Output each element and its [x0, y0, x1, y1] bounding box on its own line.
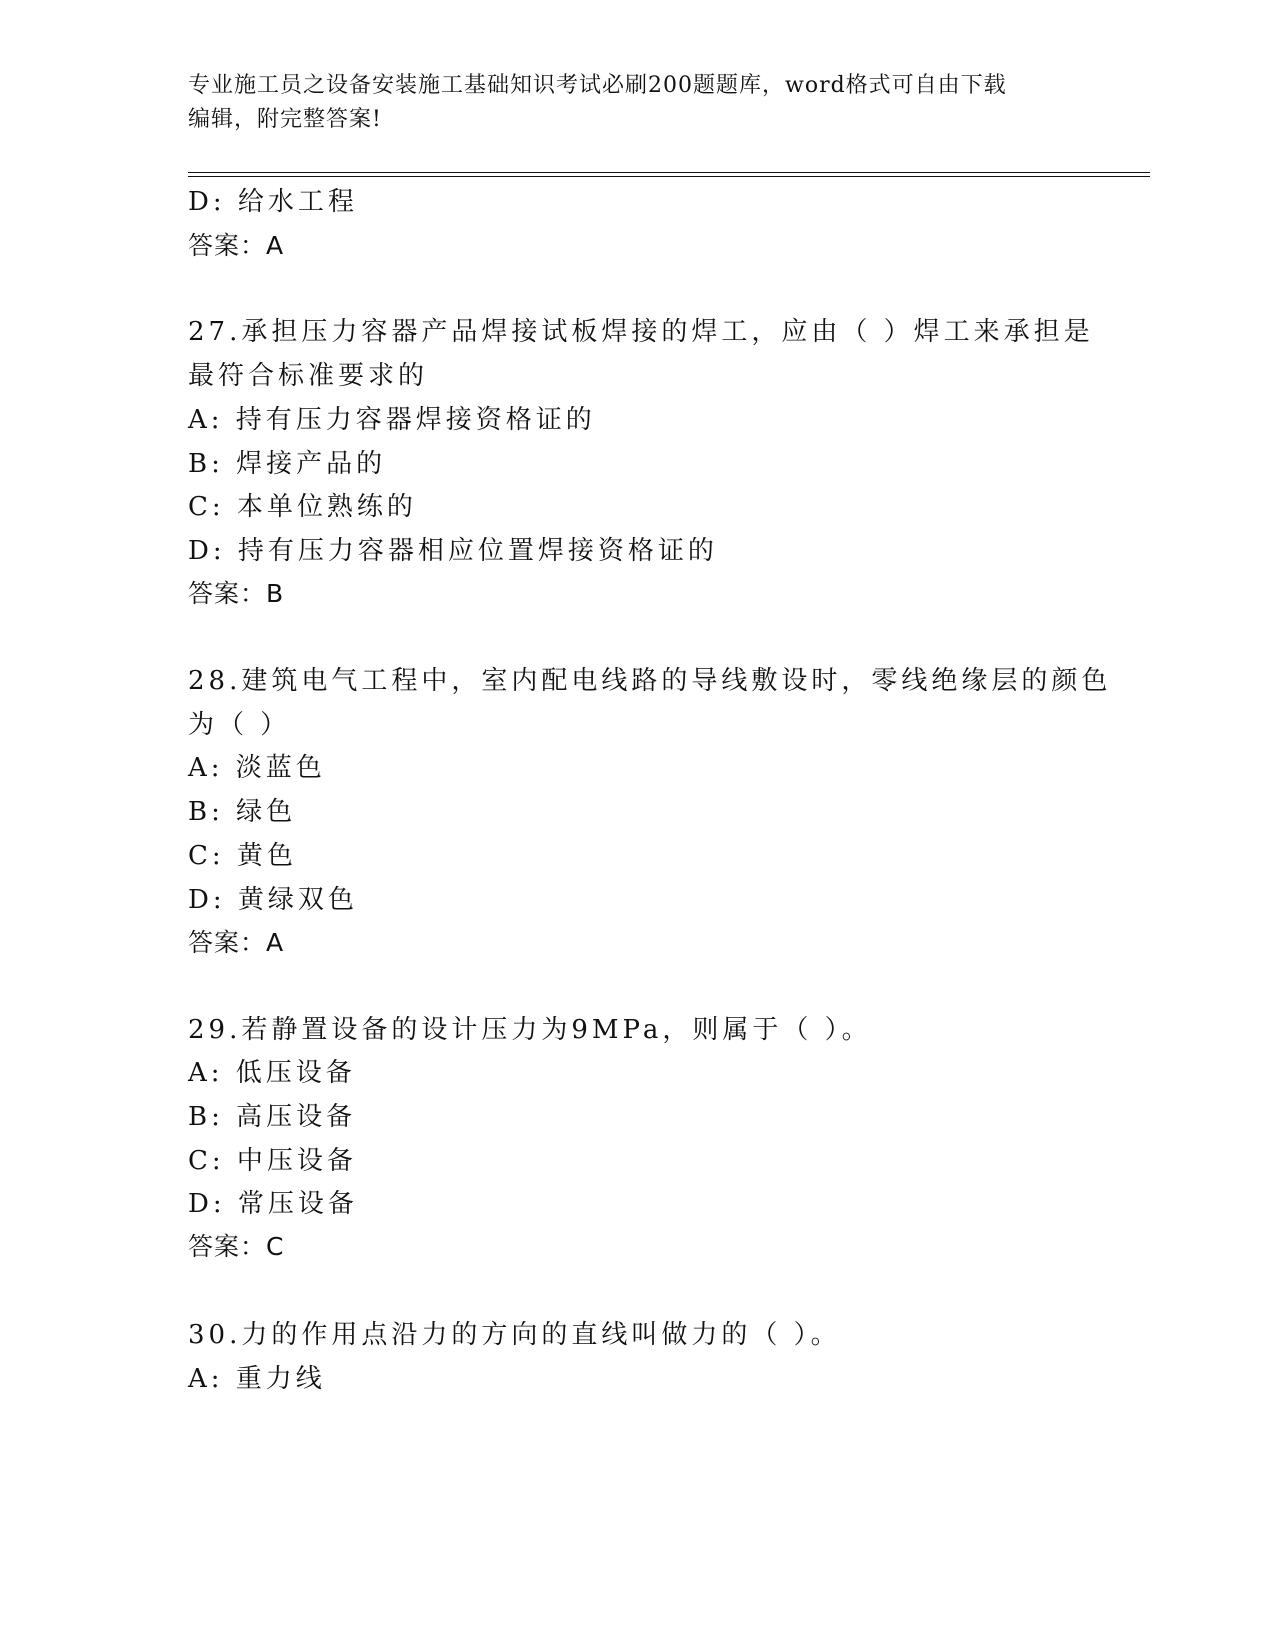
question-stem-30: 30.力的作用点沿力的方向的直线叫做力的（ ）。: [188, 1320, 841, 1350]
option-a: A: 持有压力容器焊接资格证的: [188, 405, 596, 435]
question-stem-28: 28.建筑电气工程中，室内配电线路的导线敷设时，零线绝缘层的颜色: [188, 666, 1112, 696]
option-d: D: 持有压力容器相应位置焊接资格证的: [188, 536, 718, 566]
question-stem-28-cont: 为（ ）: [188, 710, 291, 740]
answer: 答案：B: [188, 579, 285, 608]
option-a: A: 低压设备: [188, 1058, 356, 1088]
option-a: A: 淡蓝色: [188, 753, 326, 783]
document-header-line-2: 编辑，附完整答案!: [188, 107, 382, 132]
answer: 答案：C: [188, 1232, 285, 1261]
header-divider-top: [188, 172, 1150, 173]
answer: 答案：A: [188, 231, 285, 260]
question-stem-27: 27.承担压力容器产品焊接试板焊接的焊工，应由（ ）焊工来承担是: [188, 317, 1094, 347]
question-stem-27-cont: 最符合标准要求的: [188, 361, 429, 391]
answer: 答案：A: [188, 928, 285, 957]
option-c: C: 本单位熟练的: [188, 492, 417, 522]
option-a: A: 重力线: [188, 1364, 326, 1394]
document-header-line-1: 专业施工员之设备安装施工基础知识考试必刷200题题库，word格式可自由下载: [188, 73, 1007, 98]
option-b: B: 焊接产品的: [188, 449, 387, 479]
option-c: C: 中压设备: [188, 1146, 357, 1176]
option-b: B: 绿色: [188, 797, 297, 827]
question-stem-29: 29.若静置设备的设计压力为9MPa，则属于（ ）。: [188, 1015, 872, 1045]
option-d: D: 给水工程: [188, 187, 358, 217]
header-divider-bottom: [188, 176, 1150, 177]
option-c: C: 黄色: [188, 841, 297, 871]
option-d: D: 常压设备: [188, 1189, 358, 1219]
option-b: B: 高压设备: [188, 1102, 357, 1132]
option-d: D: 黄绿双色: [188, 885, 358, 915]
